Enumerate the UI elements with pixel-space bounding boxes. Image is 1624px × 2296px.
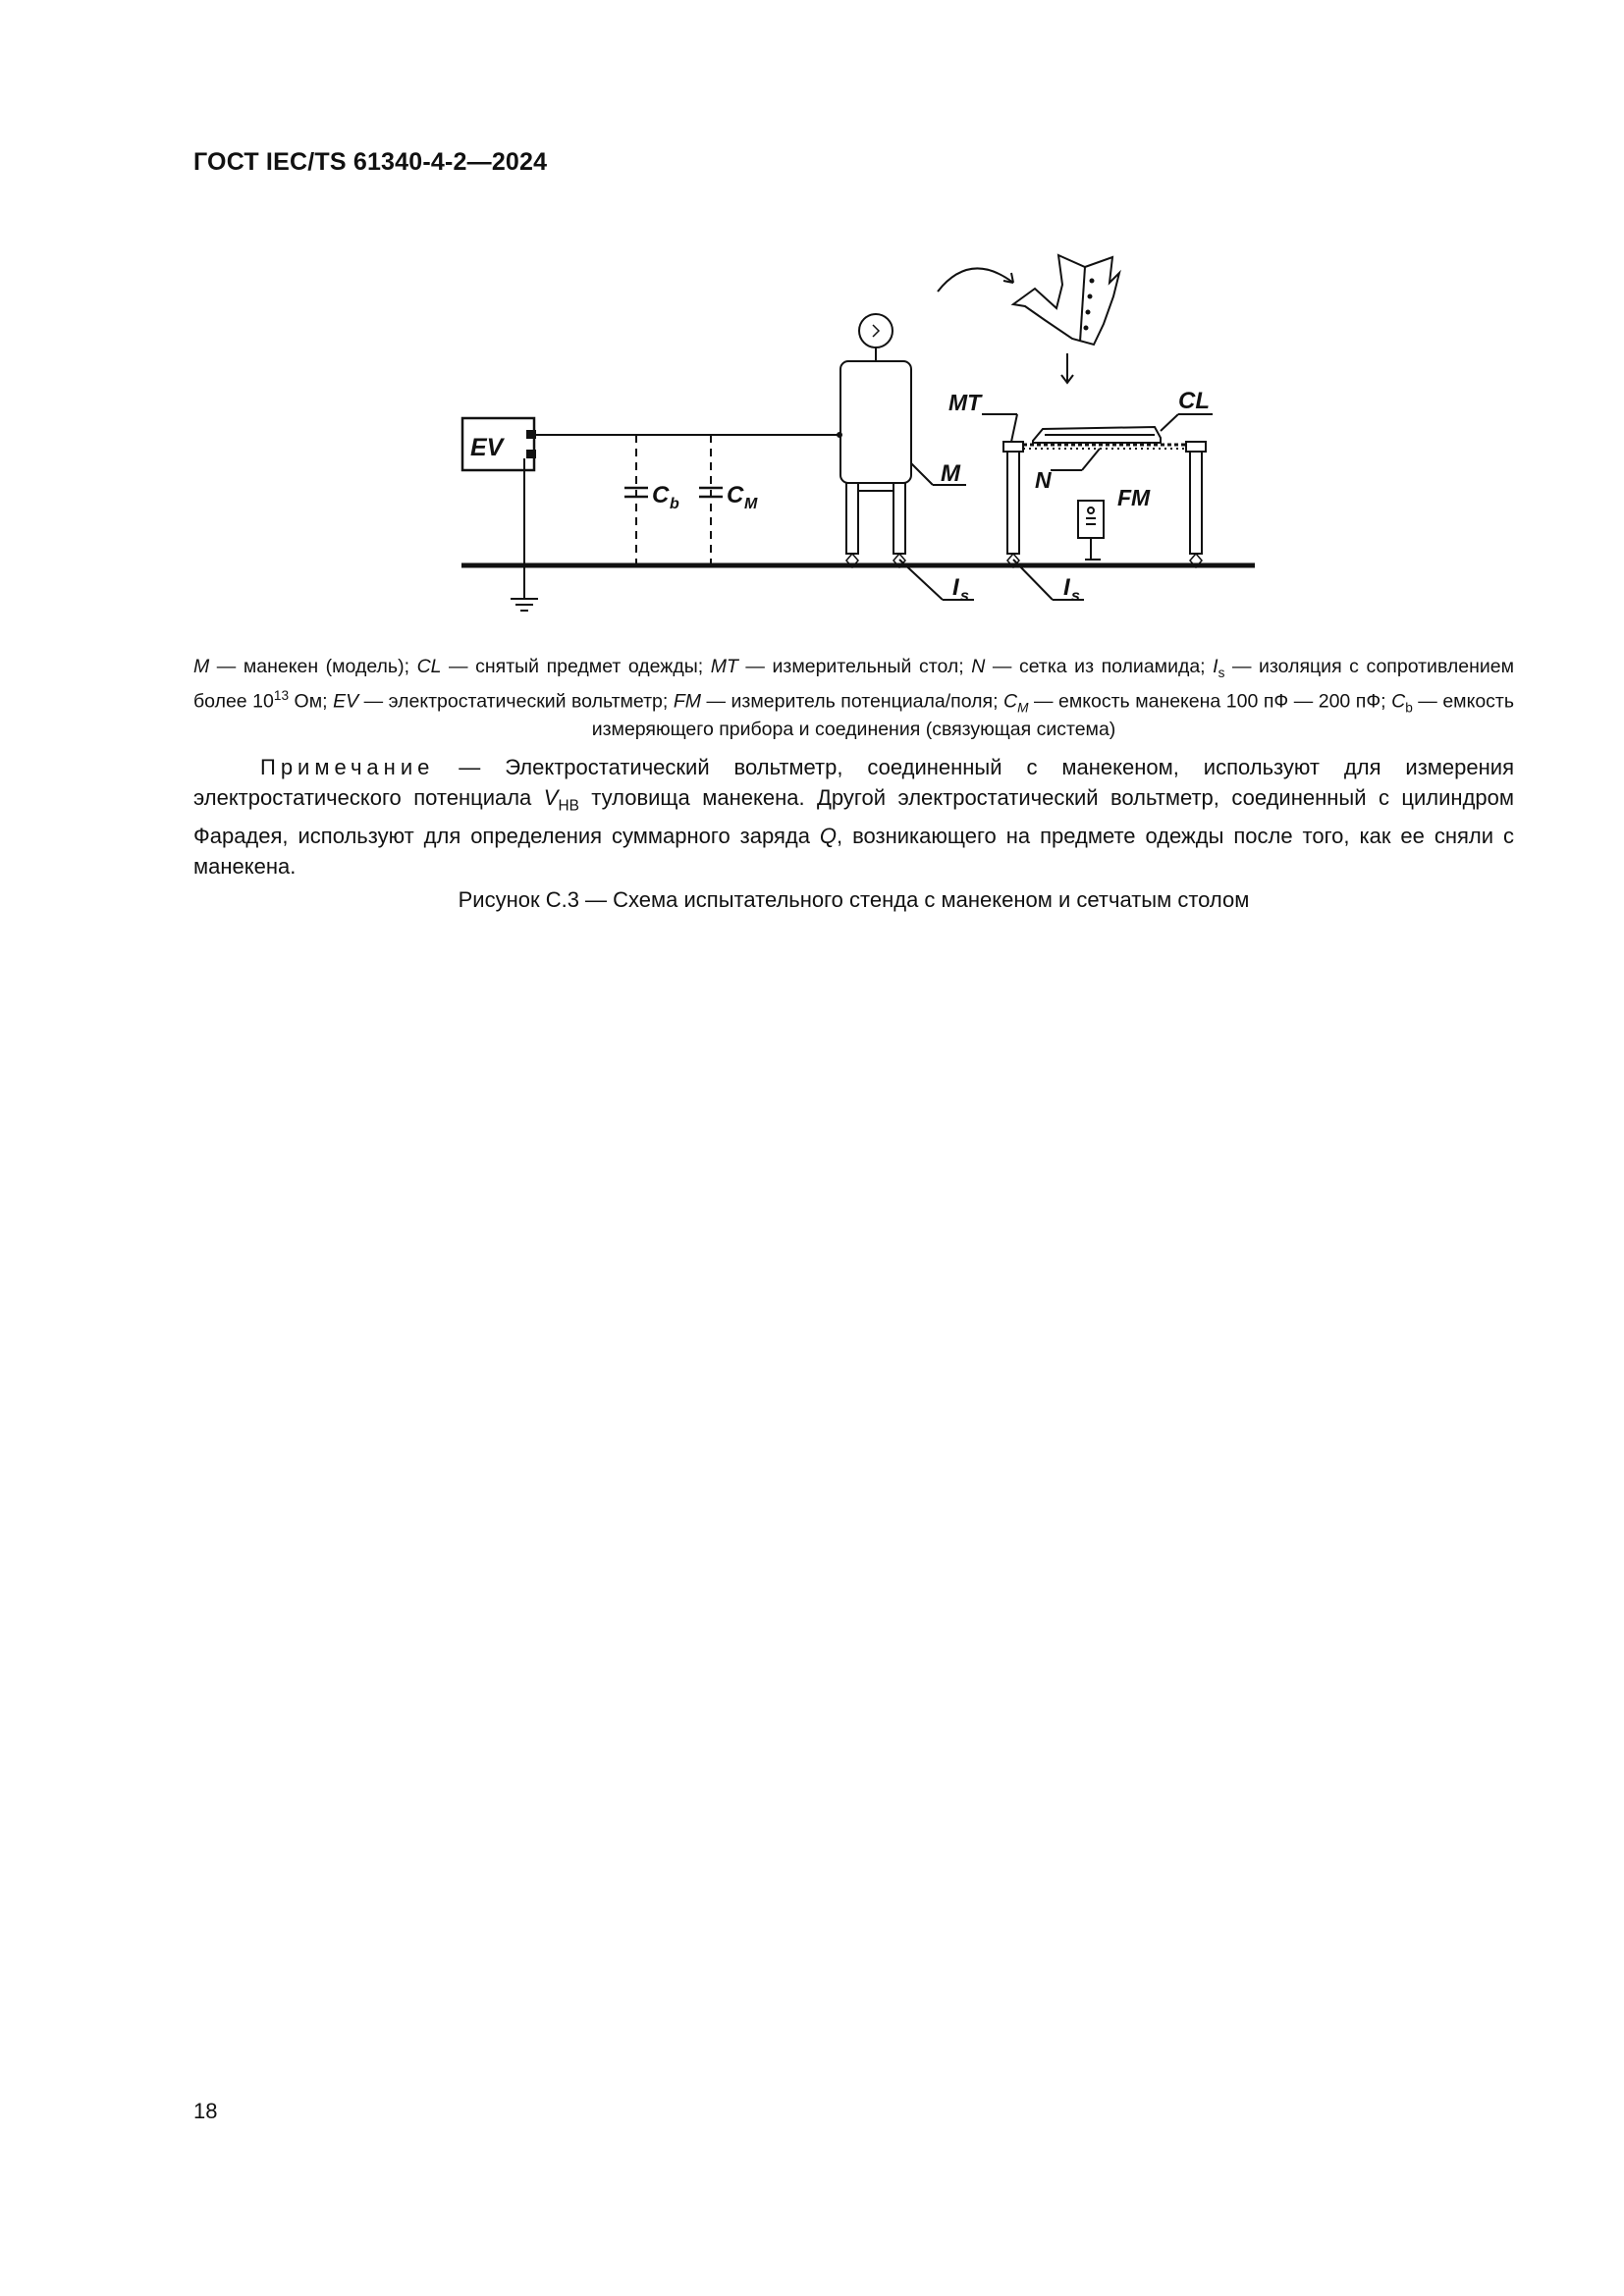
test-stand-diagram xyxy=(432,245,1276,628)
mannequin-leg-right xyxy=(893,483,905,554)
rotation-arrow xyxy=(938,268,1013,292)
legend-text: — электростатический вольтметр; xyxy=(358,690,674,713)
legend-text: — сетка из полиамида; xyxy=(985,656,1214,677)
legend-subscript: M xyxy=(1017,700,1029,716)
legend-text: — изоляция с сопротивлением более 10 xyxy=(193,656,1514,713)
note-text: , возникающего на предмете одежды после того, как ее сняли с манекена. xyxy=(193,824,1514,880)
cl-label: CL xyxy=(1178,388,1210,414)
cb-label-sub: b xyxy=(670,496,679,512)
test-stand-schematic xyxy=(432,245,1276,628)
note-label: Примечание xyxy=(260,755,435,779)
legend-text: — манекен (модель); xyxy=(209,656,417,677)
table-leg-right xyxy=(1190,452,1202,554)
legend-text: — измерительный стол; xyxy=(737,656,972,677)
figure-note xyxy=(193,752,1514,881)
table-leg-left xyxy=(1007,452,1019,554)
note-symbol: Q xyxy=(819,824,838,849)
table-right-support xyxy=(1186,442,1206,452)
legend-symbol: M xyxy=(193,656,210,677)
mannequin-torso xyxy=(840,361,911,483)
table-left-support xyxy=(1003,442,1023,452)
cm-label-sub: M xyxy=(744,496,758,512)
note-text: туловища манекена. Другой электростатический вольтметр, соединенный с цилиндром Фарадея, используют для определения суммарного заряда xyxy=(193,785,1515,849)
note-symbol: V xyxy=(543,785,559,810)
legend-text: — емкость манекена 100 пФ — 200 пФ; xyxy=(1028,690,1392,713)
note-subscript: HB xyxy=(558,797,579,815)
is-label-1-main: I xyxy=(952,574,959,601)
m-label: M xyxy=(941,460,960,487)
legend-symbol: I xyxy=(1213,656,1218,677)
ev-label: EV xyxy=(470,434,504,461)
cb-label-main: C xyxy=(652,482,670,508)
is-label-2-sub: s xyxy=(1071,588,1080,605)
legend-symbol: FM xyxy=(673,690,701,713)
mannequin-leg-left xyxy=(846,483,858,554)
legend-symbol: EV xyxy=(333,690,359,713)
legend-superscript: 13 xyxy=(273,687,290,703)
page-number: 18 xyxy=(193,2099,218,2123)
fm-label: FM xyxy=(1117,485,1151,510)
is-label-1-sub: s xyxy=(960,588,969,605)
legend-text: — емкость измеряющего прибора и соединения (связующая система) xyxy=(591,690,1515,741)
legend-symbol: C xyxy=(1003,690,1018,713)
legend-text: — снятый предмет одежды; xyxy=(441,656,711,677)
mannequin-head xyxy=(859,314,893,347)
figure-legend xyxy=(193,656,1514,741)
mt-label: MT xyxy=(948,390,982,415)
legend-text: Ом; xyxy=(289,690,334,713)
cm-label-main: C xyxy=(727,482,744,508)
legend-text: — измеритель потенциала/поля; xyxy=(701,690,1003,713)
n-label: N xyxy=(1035,467,1052,493)
legend-symbol: MT xyxy=(710,656,738,677)
garment-outline xyxy=(1013,255,1119,345)
is-label-2-main: I xyxy=(1063,574,1070,601)
document-header: ГОСТ IEC/TS 61340-4-2—2024 xyxy=(193,148,548,176)
legend-symbol: C xyxy=(1391,690,1406,713)
note-text: — Электростатический вольтметр, соединенный с манекеном, используют для измерения электростатического потенциала xyxy=(193,755,1514,810)
legend-symbol: CL xyxy=(416,656,442,677)
legend-subscript: b xyxy=(1405,700,1413,716)
legend-subscript: s xyxy=(1218,665,1225,680)
figure-caption: Рисунок С.3 — Схема испытательного стенда с манекеном и сетчатым столом xyxy=(458,887,1250,912)
legend-symbol: N xyxy=(971,656,986,677)
